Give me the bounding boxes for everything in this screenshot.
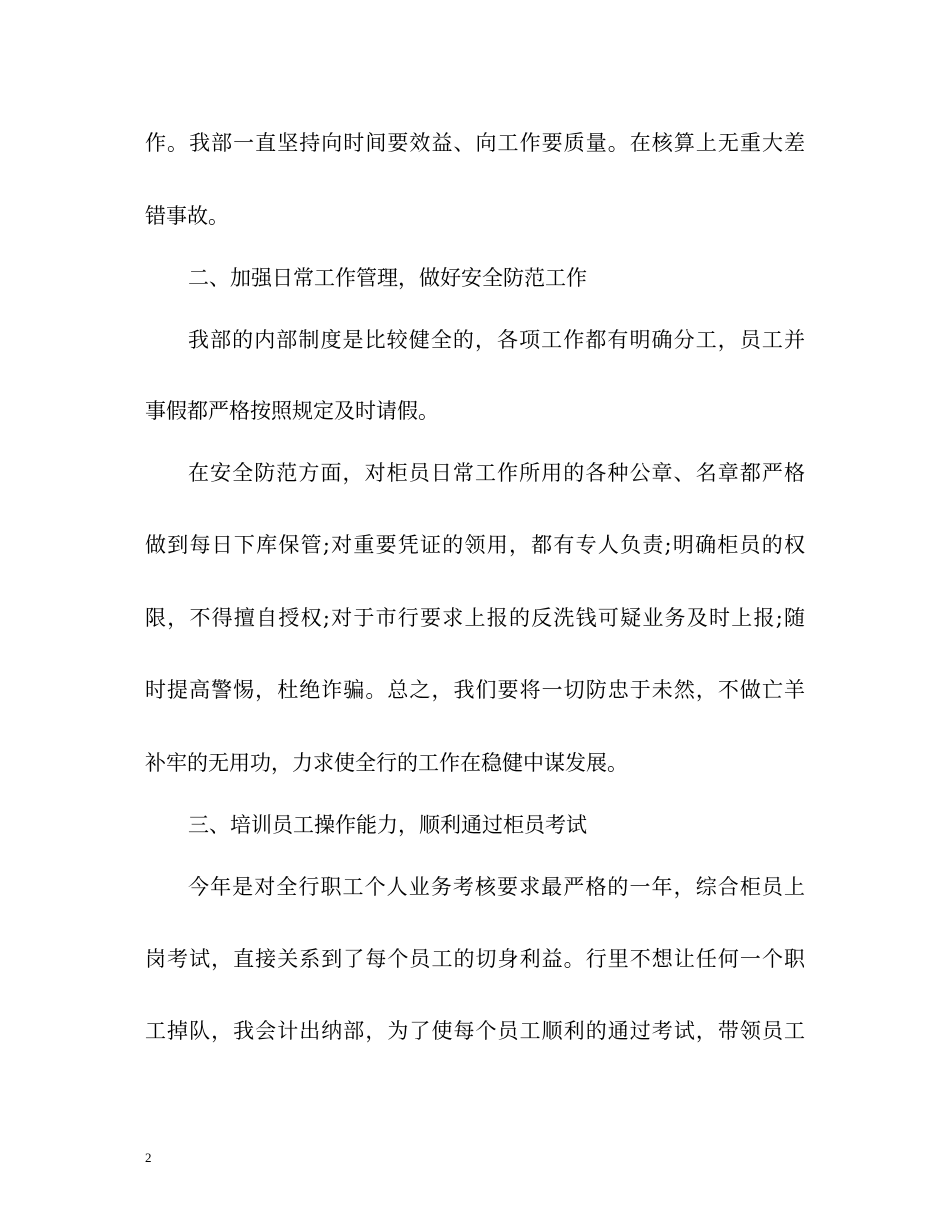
body-text-line: 补牢的无用功，力求使全行的工作在稳健中谋发展。 <box>145 751 628 775</box>
body-text-line: 今年是对全行职工个人业务考核要求最严格的一年，综合柜员上 <box>188 875 805 899</box>
body-text-line: 在安全防范方面，对柜员日常工作所用的各种公章、名章都严格 <box>188 461 805 485</box>
body-text-line: 限，不得擅自授权;对于市行要求上报的反洗钱可疑业务及时上报;随 <box>145 606 805 630</box>
body-text-line: 岗考试，直接关系到了每个员工的切身利益。行里不想让任何一个职 <box>145 947 805 971</box>
body-text-line: 错事故。 <box>145 204 229 228</box>
body-text-line: 工掉队，我会计出纳部，为了使每个员工顺利的通过考试，带领员工 <box>145 1019 805 1043</box>
body-text-line: 事假都严格按照规定及时请假。 <box>145 399 439 423</box>
body-text-line: 我部的内部制度是比较健全的，各项工作都有明确分工，员工并 <box>188 328 805 352</box>
body-text-line: 作。我部一直坚持向时间要效益、向工作要质量。在核算上无重大差 <box>145 131 805 155</box>
page-number: 2 <box>145 1150 152 1165</box>
body-text-line: 做到每日下库保管;对重要凭证的领用，都有专人负责;明确柜员的权 <box>145 533 805 557</box>
section-heading: 三、培训员工操作能力，顺利通过柜员考试 <box>188 813 587 837</box>
section-heading: 二、加强日常工作管理，做好安全防范工作 <box>188 266 587 290</box>
body-text-line: 时提高警惕，杜绝诈骗。总之，我们要将一切防忠于未然，不做亡羊 <box>145 678 805 702</box>
